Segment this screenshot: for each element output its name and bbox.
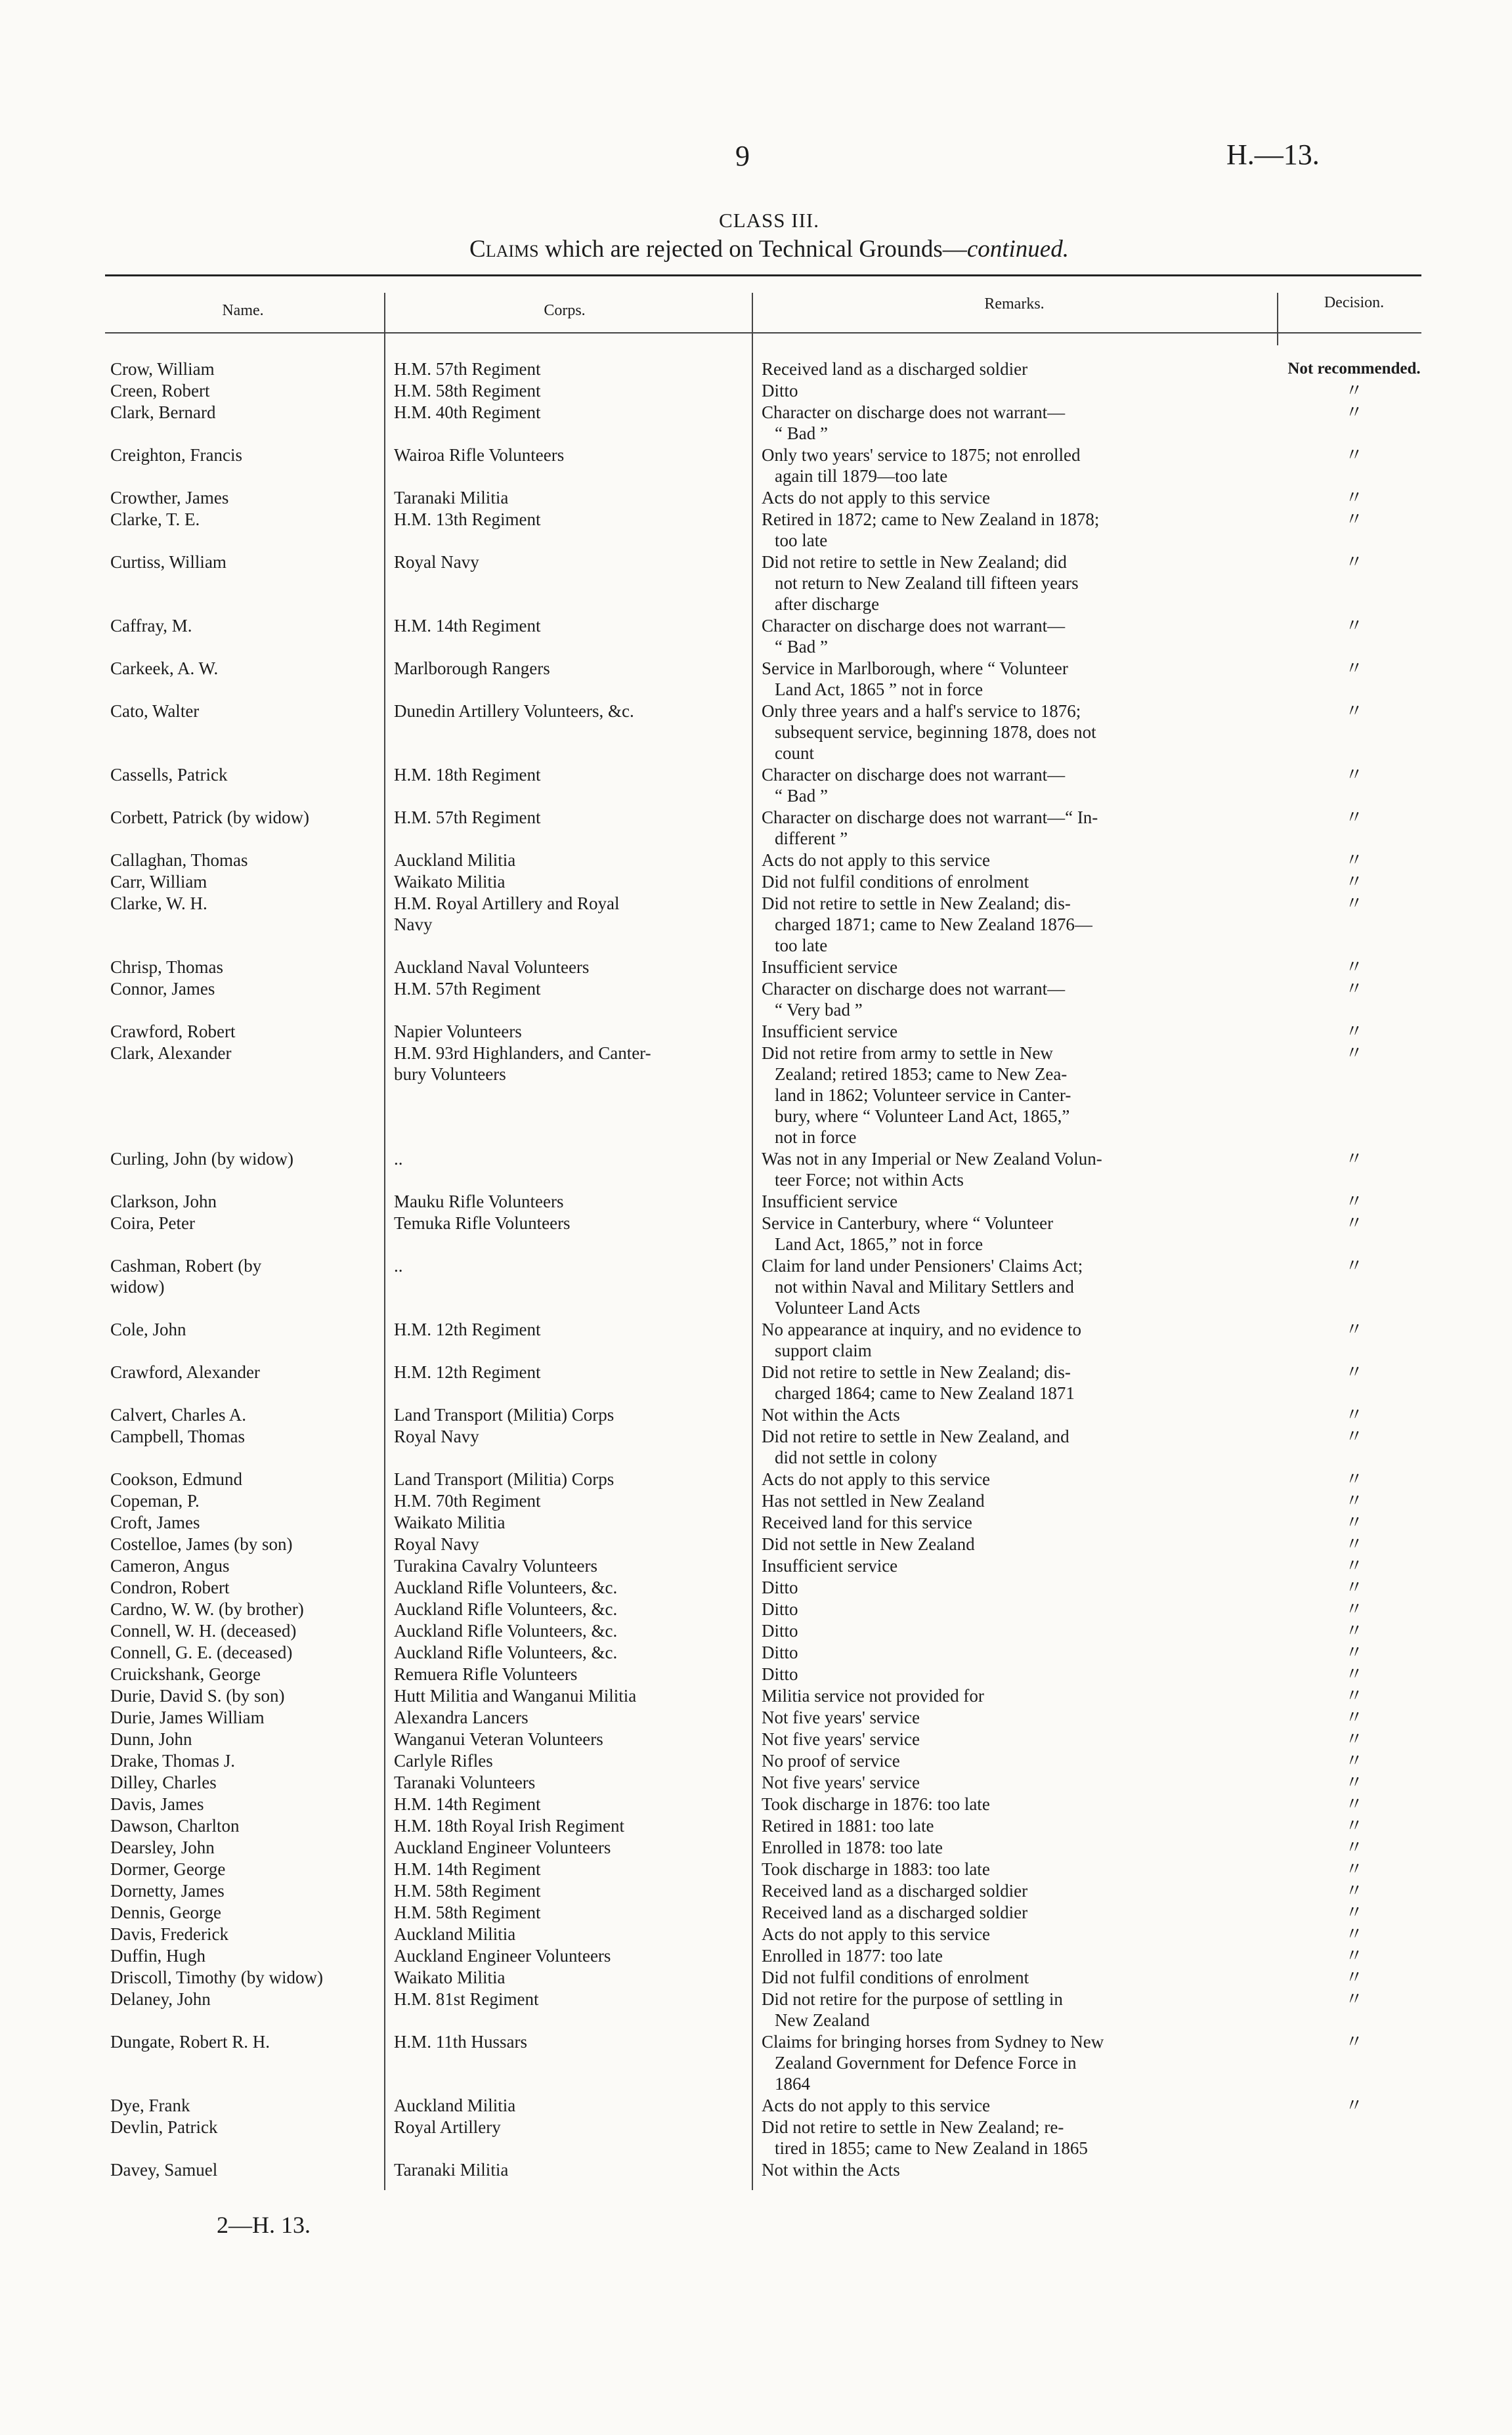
page-number: 9: [735, 140, 750, 172]
cell-name: Connell, G. E. (deceased): [110, 1643, 293, 1662]
cell-corps: Auckland Rifle Volunteers, &c.: [394, 1599, 618, 1619]
title-smallcaps: Claims: [469, 236, 539, 263]
cell-remarks: Took discharge in 1876: too late: [762, 1794, 990, 1814]
cell-name: Clarke, W. H.: [110, 894, 207, 913]
table-row: [105, 1880, 1421, 1902]
cell-corps: Royal Navy: [394, 1534, 479, 1554]
cell-remarks: Acts do not apply to this service: [762, 850, 990, 870]
cell-remarks: Did not settle in New Zealand: [762, 1534, 975, 1554]
table-header: [105, 291, 1421, 331]
cell-decision: 〃: [1345, 1022, 1363, 1041]
cell-corps: Taranaki Militia: [394, 488, 509, 507]
cell-decision: 〃: [1345, 1968, 1363, 1987]
column-header-decision: Decision.: [1324, 294, 1385, 311]
cell-decision: 〃: [1345, 1729, 1363, 1749]
cell-corps: Auckland Rifle Volunteers, &c.: [394, 1578, 618, 1597]
cell-name: Callaghan, Thomas: [110, 850, 248, 870]
cell-decision: 〃: [1345, 894, 1363, 913]
cell-decision: Not recommended.: [1287, 360, 1421, 377]
cell-name: Clark, Bernard: [110, 402, 216, 422]
cell-name: Calvert, Charles A.: [110, 1405, 246, 1425]
table-row: [105, 957, 1421, 978]
cell-name: Dennis, George: [110, 1903, 221, 1922]
cell-name: Dormer, George: [110, 1859, 226, 1879]
cell-remarks: Did not retire to settle in New Zealand, and did not settle in colony: [762, 1427, 1069, 1467]
table-row: [105, 2031, 1421, 2095]
cell-name: Devlin, Patrick: [110, 2117, 218, 2137]
cell-name: Coira, Peter: [110, 1213, 195, 1233]
cell-decision: 〃: [1345, 509, 1363, 529]
cell-name: Durie, James William: [110, 1708, 265, 1727]
cell-name: Creen, Robert: [110, 381, 210, 400]
cell-name: Curtiss, William: [110, 552, 227, 572]
cell-corps: Temuka Rifle Volunteers: [394, 1213, 571, 1233]
cell-remarks: Service in Marlborough, where “ Volunteer Land Act, 1865 ” not in force: [762, 658, 1068, 699]
cell-decision: 〃: [1345, 850, 1363, 870]
table-row: [105, 1362, 1421, 1404]
cell-remarks: Only two years' service to 1875; not enrolled again till 1879—too late: [762, 445, 1081, 486]
table-row: [105, 1989, 1421, 2031]
cell-name: Cole, John: [110, 1320, 186, 1339]
title-text: which are rejected on Technical Grounds—: [538, 236, 967, 263]
cell-remarks: Insufficient service: [762, 1022, 898, 1041]
cell-corps: H.M. 14th Regiment: [394, 1859, 541, 1879]
cell-decision: 〃: [1345, 1043, 1363, 1063]
cell-name: Copeman, P.: [110, 1491, 200, 1511]
table-row: [105, 509, 1421, 551]
cell-name: Clarke, T. E.: [110, 509, 200, 529]
cell-remarks: Did not retire to settle in New Zealand; dis- charged 1864; came to New Zealand 1871: [762, 1362, 1075, 1403]
table-row: [105, 1794, 1421, 1815]
cell-name: Carr, William: [110, 872, 207, 892]
cell-corps: H.M. 13th Regiment: [394, 509, 541, 529]
cell-decision: 〃: [1345, 1320, 1363, 1339]
table-row: [105, 1815, 1421, 1837]
cell-corps: Royal Navy: [394, 1427, 479, 1446]
cell-name: Clarkson, John: [110, 1192, 217, 1211]
cell-decision: 〃: [1345, 1362, 1363, 1382]
column-divider: [1277, 293, 1278, 345]
cell-corps: Wanganui Veteran Volunteers: [394, 1729, 603, 1749]
cell-name: Dearsley, John: [110, 1838, 215, 1857]
cell-name: Caffray, M.: [110, 616, 192, 636]
cell-remarks: Not five years' service: [762, 1708, 920, 1727]
table-row: [105, 658, 1421, 700]
cell-corps: ..: [394, 1256, 403, 1276]
cell-decision: 〃: [1345, 1621, 1363, 1641]
table-row: [105, 893, 1421, 957]
cell-remarks: Character on discharge does not warrant— “ Bad ”: [762, 616, 1066, 657]
cell-name: Cashman, Robert (by widow): [110, 1256, 262, 1297]
cell-corps: Auckland Militia: [394, 850, 516, 870]
cell-decision: 〃: [1345, 1946, 1363, 1966]
cell-remarks: Character on discharge does not warrant— “ Very bad ”: [762, 979, 1066, 1020]
cell-decision: 〃: [1345, 701, 1363, 721]
cell-corps: H.M. Royal Artillery and Royal Navy: [394, 894, 620, 934]
table-body: [105, 358, 1421, 2181]
class-heading: CLASS III.: [719, 209, 819, 232]
cell-decision: 〃: [1345, 1708, 1363, 1727]
cell-decision: 〃: [1345, 1816, 1363, 1836]
cell-name: Chrisp, Thomas: [110, 957, 224, 977]
table-row: [105, 1750, 1421, 1772]
cell-remarks: Has not settled in New Zealand: [762, 1491, 985, 1511]
table-top-rule: [105, 274, 1421, 276]
cell-remarks: Character on discharge does not warrant— “ Bad ”: [762, 765, 1066, 806]
cell-corps: Waikato Militia: [394, 1968, 506, 1987]
cell-remarks: Received land as a discharged soldier: [762, 1881, 1028, 1901]
table-row: [105, 1859, 1421, 1880]
cell-corps: H.M. 57th Regiment: [394, 808, 541, 827]
cell-corps: H.M. 14th Regiment: [394, 616, 541, 636]
table-row: [105, 551, 1421, 615]
cell-corps: Alexandra Lancers: [394, 1708, 529, 1727]
table-row: [105, 1213, 1421, 1255]
cell-decision: 〃: [1345, 1192, 1363, 1211]
table-row: [105, 1255, 1421, 1319]
cell-corps: Carlyle Rifles: [394, 1751, 493, 1771]
table-row: [105, 871, 1421, 893]
cell-remarks: Ditto: [762, 1578, 798, 1597]
cell-corps: H.M. 81st Regiment: [394, 1989, 539, 2009]
table-row: [105, 487, 1421, 509]
table-row: [105, 850, 1421, 871]
table-row: [105, 1490, 1421, 1512]
cell-remarks: Did not retire to settle in New Zealand; re- tired in 1855; came to New Zealand in 1865: [762, 2117, 1088, 2158]
cell-remarks: Acts do not apply to this service: [762, 488, 990, 507]
cell-corps: H.M. 57th Regiment: [394, 979, 541, 999]
cell-remarks: Character on discharge does not warrant— “ Bad ”: [762, 402, 1066, 443]
table-row: [105, 978, 1421, 1021]
cell-corps: Royal Navy: [394, 552, 479, 572]
cell-remarks: Did not retire from army to settle in New Zealand; retired 1853; came to New Zea- land in 1862; Volunteer service in Canter- bury, where “ Volunteer Land Act, 1865,” not in force: [762, 1043, 1071, 1147]
cell-corps: Auckland Rifle Volunteers, &c.: [394, 1643, 618, 1662]
cell-decision: 〃: [1345, 1686, 1363, 1706]
cell-corps: H.M. 58th Regiment: [394, 1903, 541, 1922]
table-row: [105, 1967, 1421, 1989]
cell-decision: 〃: [1345, 1924, 1363, 1944]
cell-decision: 〃: [1345, 1256, 1363, 1276]
cell-name: Dawson, Charlton: [110, 1816, 240, 1836]
table-row: [105, 1426, 1421, 1469]
cell-corps: Taranaki Militia: [394, 2160, 509, 2180]
table-row: [105, 700, 1421, 764]
document-reference: H.—13.: [1226, 139, 1320, 171]
cell-remarks: Not within the Acts: [762, 1405, 900, 1425]
cell-decision: 〃: [1345, 1794, 1363, 1814]
cell-remarks: Did not fulfil conditions of enrolment: [762, 872, 1029, 892]
column-header-remarks: Remarks.: [984, 295, 1045, 312]
cell-remarks: Ditto: [762, 1664, 798, 1684]
cell-corps: Waikato Militia: [394, 872, 506, 892]
table-row: [105, 1469, 1421, 1490]
table-row: [105, 1534, 1421, 1555]
cell-decision: 〃: [1345, 979, 1363, 999]
cell-name: Davey, Samuel: [110, 2160, 218, 2180]
cell-decision: 〃: [1345, 445, 1363, 465]
cell-corps: Dunedin Artillery Volunteers, &c.: [394, 701, 634, 721]
table-row: [105, 1685, 1421, 1707]
cell-decision: 〃: [1345, 1643, 1363, 1662]
cell-decision: 〃: [1345, 1751, 1363, 1771]
cell-decision: 〃: [1345, 1491, 1363, 1511]
cell-decision: 〃: [1345, 1534, 1363, 1554]
cell-corps: H.M. 14th Regiment: [394, 1794, 541, 1814]
table-row: [105, 1924, 1421, 1945]
cell-decision: 〃: [1345, 1599, 1363, 1619]
cell-name: Curling, John (by widow): [110, 1149, 293, 1169]
cell-remarks: Retired in 1881: too late: [762, 1816, 934, 1836]
table-row: [105, 2095, 1421, 2117]
cell-decision: 〃: [1345, 552, 1363, 572]
table-row: [105, 1902, 1421, 1924]
cell-corps: ..: [394, 1149, 403, 1169]
cell-corps: Mauku Rifle Volunteers: [394, 1192, 564, 1211]
cell-remarks: Militia service not provided for: [762, 1686, 984, 1706]
table-row: [105, 1664, 1421, 1685]
cell-decision: 〃: [1345, 1427, 1363, 1446]
cell-name: Croft, James: [110, 1513, 200, 1532]
cell-remarks: Did not retire to settle in New Zealand; dis- charged 1871; came to New Zealand 1876— too late: [762, 894, 1092, 955]
table-row: [105, 1512, 1421, 1534]
cell-remarks: Did not retire for the purpose of settling in New Zealand: [762, 1989, 1063, 2030]
cell-decision: 〃: [1345, 1469, 1363, 1489]
cell-decision: 〃: [1345, 1405, 1363, 1425]
cell-corps: H.M. 11th Hussars: [394, 2032, 528, 2052]
table-title: [0, 235, 1512, 263]
table-row: [105, 1729, 1421, 1750]
cell-name: Dilley, Charles: [110, 1773, 217, 1792]
cell-corps: H.M. 18th Regiment: [394, 765, 541, 785]
cell-remarks: Received land as a discharged soldier: [762, 1903, 1028, 1922]
cell-remarks: Only three years and a half's service to 1876; subsequent service, beginning 1878, does not count: [762, 701, 1096, 763]
cell-remarks: Acts do not apply to this service: [762, 2096, 990, 2115]
cell-decision: 〃: [1345, 1664, 1363, 1684]
table-row: [105, 402, 1421, 444]
cell-corps: Hutt Militia and Wanganui Militia: [394, 1686, 637, 1706]
cell-corps: Auckland Engineer Volunteers: [394, 1838, 611, 1857]
cell-remarks: Insufficient service: [762, 957, 898, 977]
cell-name: Cruickshank, George: [110, 1664, 261, 1684]
cell-name: Dye, Frank: [110, 2096, 190, 2115]
cell-corps: H.M. 40th Regiment: [394, 402, 541, 422]
cell-decision: 〃: [1345, 1881, 1363, 1901]
table-row: [105, 1191, 1421, 1213]
cell-remarks: Enrolled in 1878: too late: [762, 1838, 943, 1857]
cell-remarks: Ditto: [762, 381, 798, 400]
cell-remarks: Insufficient service: [762, 1556, 898, 1576]
cell-remarks: No appearance at inquiry, and no evidence to support claim: [762, 1320, 1082, 1360]
cell-corps: H.M. 57th Regiment: [394, 359, 541, 379]
cell-corps: H.M. 58th Regiment: [394, 381, 541, 400]
table-row: [105, 1642, 1421, 1664]
cell-remarks: No proof of service: [762, 1751, 900, 1771]
cell-name: Condron, Robert: [110, 1578, 230, 1597]
signature-mark: 2—H. 13.: [217, 2212, 311, 2238]
cell-remarks: Claims for bringing horses from Sydney to New Zealand Government for Defence Force in 1864: [762, 2032, 1104, 2094]
table-row: [105, 1945, 1421, 1967]
cell-name: Drake, Thomas J.: [110, 1751, 235, 1771]
table-row: [105, 1577, 1421, 1599]
table-header-rule: [105, 332, 1421, 334]
cell-decision: 〃: [1345, 381, 1363, 400]
cell-decision: 〃: [1345, 765, 1363, 785]
cell-name: Cookson, Edmund: [110, 1469, 243, 1489]
cell-remarks: Ditto: [762, 1621, 798, 1641]
cell-corps: Remuera Rifle Volunteers: [394, 1664, 578, 1684]
cell-remarks: Not within the Acts: [762, 2160, 900, 2180]
cell-decision: 〃: [1345, 2096, 1363, 2115]
cell-decision: 〃: [1345, 1903, 1363, 1922]
cell-name: Cassells, Patrick: [110, 765, 228, 785]
cell-decision: 〃: [1345, 1838, 1363, 1857]
column-header-corps: Corps.: [544, 302, 586, 319]
cell-decision: 〃: [1345, 872, 1363, 892]
cell-name: Cato, Walter: [110, 701, 200, 721]
cell-decision: 〃: [1345, 1989, 1363, 2009]
cell-remarks: Received land as a discharged soldier: [762, 359, 1028, 379]
cell-remarks: Retired in 1872; came to New Zealand in 1878; too late: [762, 509, 1100, 550]
cell-remarks: Did not retire to settle in New Zealand; did not return to New Zealand till fifteen years after discharge: [762, 552, 1079, 614]
cell-remarks: Not five years' service: [762, 1729, 920, 1749]
cell-decision: 〃: [1345, 1149, 1363, 1169]
cell-corps: Waikato Militia: [394, 1513, 506, 1532]
cell-name: Dungate, Robert R. H.: [110, 2032, 270, 2052]
cell-decision: 〃: [1345, 1578, 1363, 1597]
cell-decision: 〃: [1345, 488, 1363, 507]
cell-corps: Auckland Naval Volunteers: [394, 957, 590, 977]
cell-decision: 〃: [1345, 1773, 1363, 1792]
cell-name: Delaney, John: [110, 1989, 211, 2009]
table-row: [105, 2117, 1421, 2159]
cell-remarks: Acts do not apply to this service: [762, 1924, 990, 1944]
cell-decision: 〃: [1345, 658, 1363, 678]
cell-corps: Marlborough Rangers: [394, 658, 550, 678]
cell-name: Duffin, Hugh: [110, 1946, 205, 1966]
cell-name: Dornetty, James: [110, 1881, 225, 1901]
table-row: [105, 1772, 1421, 1794]
table-row: [105, 444, 1421, 487]
cell-name: Davis, James: [110, 1794, 204, 1814]
cell-name: Creighton, Francis: [110, 445, 242, 465]
cell-corps: Royal Artillery: [394, 2117, 501, 2137]
cell-remarks: Service in Canterbury, where “ Volunteer Land Act, 1865,” not in force: [762, 1213, 1054, 1254]
cell-name: Crawford, Alexander: [110, 1362, 260, 1382]
table-row: [105, 1404, 1421, 1426]
cell-decision: 〃: [1345, 616, 1363, 636]
cell-name: Carkeek, A. W.: [110, 658, 219, 678]
cell-name: Davis, Frederick: [110, 1924, 228, 1944]
cell-remarks: Enrolled in 1877: too late: [762, 1946, 943, 1966]
cell-decision: 〃: [1345, 957, 1363, 977]
cell-corps: H.M. 70th Regiment: [394, 1491, 541, 1511]
cell-remarks: Not five years' service: [762, 1773, 920, 1792]
cell-corps: H.M. 12th Regiment: [394, 1362, 541, 1382]
cell-decision: 〃: [1345, 402, 1363, 422]
cell-corps: Wairoa Rifle Volunteers: [394, 445, 565, 465]
cell-remarks: Acts do not apply to this service: [762, 1469, 990, 1489]
table-row: [105, 2159, 1421, 2181]
table-row: [105, 615, 1421, 658]
cell-remarks: Did not fulfil conditions of enrolment: [762, 1968, 1029, 1987]
cell-remarks: Took discharge in 1883: too late: [762, 1859, 990, 1879]
cell-remarks: Ditto: [762, 1599, 798, 1619]
column-header-name: Name.: [222, 302, 264, 319]
cell-remarks: Received land for this service: [762, 1513, 972, 1532]
cell-corps: Napier Volunteers: [394, 1022, 522, 1041]
cell-decision: 〃: [1345, 808, 1363, 827]
table-row: [105, 1555, 1421, 1577]
cell-name: Connor, James: [110, 979, 215, 999]
cell-decision: 〃: [1345, 1859, 1363, 1879]
cell-name: Dunn, John: [110, 1729, 192, 1749]
cell-name: Driscoll, Timothy (by widow): [110, 1968, 324, 1987]
cell-remarks: Character on discharge does not warrant—“ In- different ”: [762, 808, 1098, 848]
cell-corps: Auckland Militia: [394, 2096, 516, 2115]
cell-decision: 〃: [1345, 1556, 1363, 1576]
cell-decision: 〃: [1345, 1513, 1363, 1532]
cell-corps: Auckland Engineer Volunteers: [394, 1946, 611, 1966]
cell-name: Crowther, James: [110, 488, 229, 507]
title-italic: continued.: [966, 236, 1069, 263]
cell-decision: 〃: [1345, 1213, 1363, 1233]
table-row: [105, 1148, 1421, 1191]
cell-name: Connell, W. H. (deceased): [110, 1621, 297, 1641]
cell-corps: H.M. 93rd Highlanders, and Canter- bury Volunteers: [394, 1043, 651, 1084]
table-row: [105, 764, 1421, 807]
cell-remarks: Claim for land under Pensioners' Claims Act; not within Naval and Military Settlers and Volunteer Land Acts: [762, 1256, 1083, 1318]
cell-corps: Land Transport (Militia) Corps: [394, 1469, 615, 1489]
cell-corps: H.M. 18th Royal Irish Regiment: [394, 1816, 624, 1836]
cell-decision: 〃: [1345, 2032, 1363, 2052]
cell-name: Crow, William: [110, 359, 215, 379]
cell-corps: Land Transport (Militia) Corps: [394, 1405, 615, 1425]
cell-remarks: Ditto: [762, 1643, 798, 1662]
cell-name: Clark, Alexander: [110, 1043, 232, 1063]
cell-remarks: Insufficient service: [762, 1192, 898, 1211]
table-row: [105, 1707, 1421, 1729]
table-row: [105, 1837, 1421, 1859]
cell-corps: H.M. 12th Regiment: [394, 1320, 541, 1339]
table-row: [105, 358, 1421, 380]
table-row: [105, 1319, 1421, 1362]
cell-name: Costelloe, James (by son): [110, 1534, 293, 1554]
table-row: [105, 1043, 1421, 1148]
table-row: [105, 380, 1421, 402]
table-row: [105, 1021, 1421, 1043]
table-row: [105, 807, 1421, 850]
cell-name: Corbett, Patrick (by widow): [110, 808, 309, 827]
cell-corps: H.M. 58th Regiment: [394, 1881, 541, 1901]
cell-name: Durie, David S. (by son): [110, 1686, 285, 1706]
cell-corps: Auckland Rifle Volunteers, &c.: [394, 1621, 618, 1641]
table-row: [105, 1599, 1421, 1620]
cell-corps: Auckland Militia: [394, 1924, 516, 1944]
cell-name: Cardno, W. W. (by brother): [110, 1599, 304, 1619]
cell-name: Cameron, Angus: [110, 1556, 230, 1576]
cell-name: Crawford, Robert: [110, 1022, 236, 1041]
cell-corps: Turakina Cavalry Volunteers: [394, 1556, 597, 1576]
cell-name: Campbell, Thomas: [110, 1427, 245, 1446]
cell-remarks: Was not in any Imperial or New Zealand Volun- teer Force; not within Acts: [762, 1149, 1102, 1190]
cell-corps: Taranaki Volunteers: [394, 1773, 536, 1792]
table-row: [105, 1620, 1421, 1642]
